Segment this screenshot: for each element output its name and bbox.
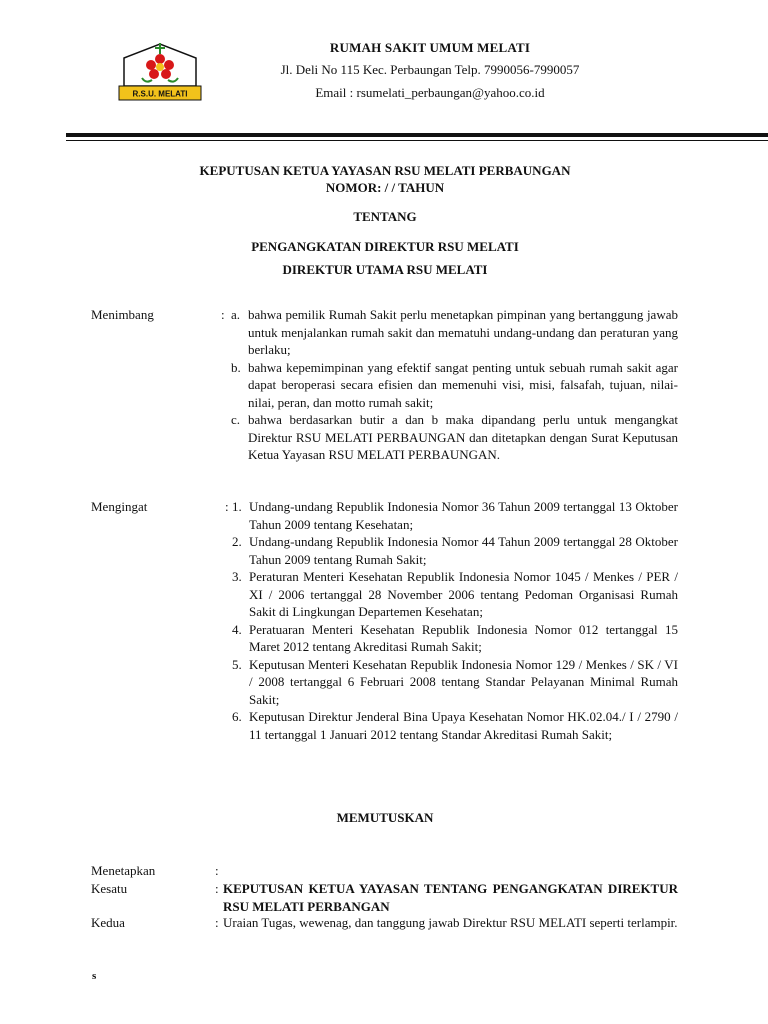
list-marker: 6. xyxy=(232,709,242,724)
list-item-text: bahwa kepemimpinan yang efektif sangat penting untuk sebuah rumah sakit agar dapat beroperasi secara efisien dan memenuhi visi, misi, falsafah, tujuan, nilai-nilai, peran, dan motto rumah sakit; xyxy=(248,359,678,410)
list-item xyxy=(232,498,678,533)
memutuskan-heading: MEMUTUSKAN xyxy=(336,810,434,825)
menimbang-colon: : xyxy=(221,307,225,322)
list-item xyxy=(232,533,678,568)
decision-row-kesatu xyxy=(91,880,678,916)
list-item-text: Peratuaran Menteri Kesehatan Republik Indonesia Nomor 012 tertanggal 15 Maret 2012 tentang Akreditasi Rumah Sakit; xyxy=(249,621,678,654)
list-item xyxy=(232,708,678,743)
subject-line-2: DIREKTUR UTAMA RSU MELATI xyxy=(282,262,488,277)
decision-row-kedua xyxy=(91,914,678,950)
kesatu-label: Kesatu xyxy=(91,881,128,896)
list-marker: 1. xyxy=(232,499,242,514)
list-item-text: bahwa berdasarkan butir a dan b maka dipandang perlu untuk mengangkat Direktur RSU MELATI PERBAUNGAN dan ditetapkan dengan Surat Keputusan Ketua Yayasan RSU MELATI PERBAUNGAN. xyxy=(248,412,678,462)
hospital-email: Email : rsumelati_perbaungan@yahoo.co.id xyxy=(315,85,545,100)
list-item-text: bahwa pemilik Rumah Sakit perlu menetapkan pimpinan yang bertanggung jawab untuk menjalankan rumah sakit dan mematuhi undang-undang dan peraturan yang berlaku; xyxy=(248,307,678,357)
decision-number: NOMOR: / / TAHUN xyxy=(325,180,445,195)
subject-line-1: PENGANGKATAN DIREKTUR RSU MELATI xyxy=(251,239,519,254)
list-item-text: Peraturan Menteri Kesehatan Republik Indonesia Nomor 1045 / Menkes / PER / XI / 2006 tertanggal 28 November 2006 tentang Pedoman Organisasi Rumah Sakit di Lingkungan Departemen Kesehatan; xyxy=(249,569,678,619)
letterhead-divider-thin xyxy=(66,140,768,141)
kedua-label: Kedua xyxy=(91,915,125,930)
mengingat-colon: : xyxy=(225,499,229,514)
list-item-text: Undang-undang Republik Indonesia Nomor 44 Tahun 2009 tertanggal 28 Oktober Tahun 2009 tentang Rumah Sakit; xyxy=(249,534,678,567)
mengingat-label: Mengingat xyxy=(91,499,148,514)
list-marker: a. xyxy=(231,307,241,322)
list-item xyxy=(231,411,678,464)
list-item xyxy=(231,359,678,412)
hospital-address: Jl. Deli No 115 Kec. Perbaungan Telp. 7990056-7990057 xyxy=(280,62,580,77)
list-marker: b. xyxy=(231,359,241,375)
list-item-text: Keputusan Direktur Jenderal Bina Upaya Kesehatan Nomor HK.02.04./ I / 2790 / 11 tertanggal 1 Januari 2012 tentang Standar Akreditasi Rumah Sakit; xyxy=(249,709,678,742)
logo-text: R.S.U. MELATI xyxy=(132,89,188,99)
kesatu-text: KEPUTUSAN KETUA YAYASAN TENTANG PENGANGKATAN DIREKTUR RSU MELATI PERBANGAN xyxy=(223,881,678,914)
list-item xyxy=(231,306,678,359)
menetapkan-label: Menetapkan xyxy=(91,863,156,878)
kesatu-colon: : xyxy=(215,881,219,896)
list-item xyxy=(232,621,678,656)
list-item-text: Undang-undang Republik Indonesia Nomor 36 Tahun 2009 tertanggal 13 Oktober Tahun 2009 tentang Kesehatan; xyxy=(249,499,678,532)
decision-row-menetapkan xyxy=(91,862,678,880)
list-marker: 4. xyxy=(232,621,242,637)
menimbang-list xyxy=(231,306,678,464)
list-item-text: Keputusan Menteri Kesehatan Republik Indonesia Nomor 129 / Menkes / SK / VI / 2008 tertanggal 6 Februari 2008 tentang Standar Pelayanan Minimal Rumah Sakit; xyxy=(249,656,678,707)
hospital-name: RUMAH SAKIT UMUM MELATI xyxy=(329,40,531,55)
footer-mark: s xyxy=(92,970,97,982)
kedua-colon: : xyxy=(215,915,219,930)
decision-title: KEPUTUSAN KETUA YAYASAN RSU MELATI PERBAUNGAN xyxy=(199,163,571,178)
list-marker: 3. xyxy=(232,569,242,584)
list-marker: 2. xyxy=(232,534,242,549)
letterhead-divider-thick xyxy=(66,133,768,137)
list-marker: c. xyxy=(231,412,241,427)
hospital-logo xyxy=(116,40,204,102)
list-item xyxy=(232,656,678,709)
menimbang-label: Menimbang xyxy=(91,307,154,322)
list-item xyxy=(232,568,678,621)
list-marker: 5. xyxy=(232,656,242,672)
about-heading: TENTANG xyxy=(353,209,417,224)
mengingat-list xyxy=(232,498,678,743)
kedua-text: Uraian Tugas, wewenag, dan tanggung jawab Direktur RSU MELATI seperti terlampir. xyxy=(223,915,678,930)
menetapkan-colon: : xyxy=(215,863,219,878)
